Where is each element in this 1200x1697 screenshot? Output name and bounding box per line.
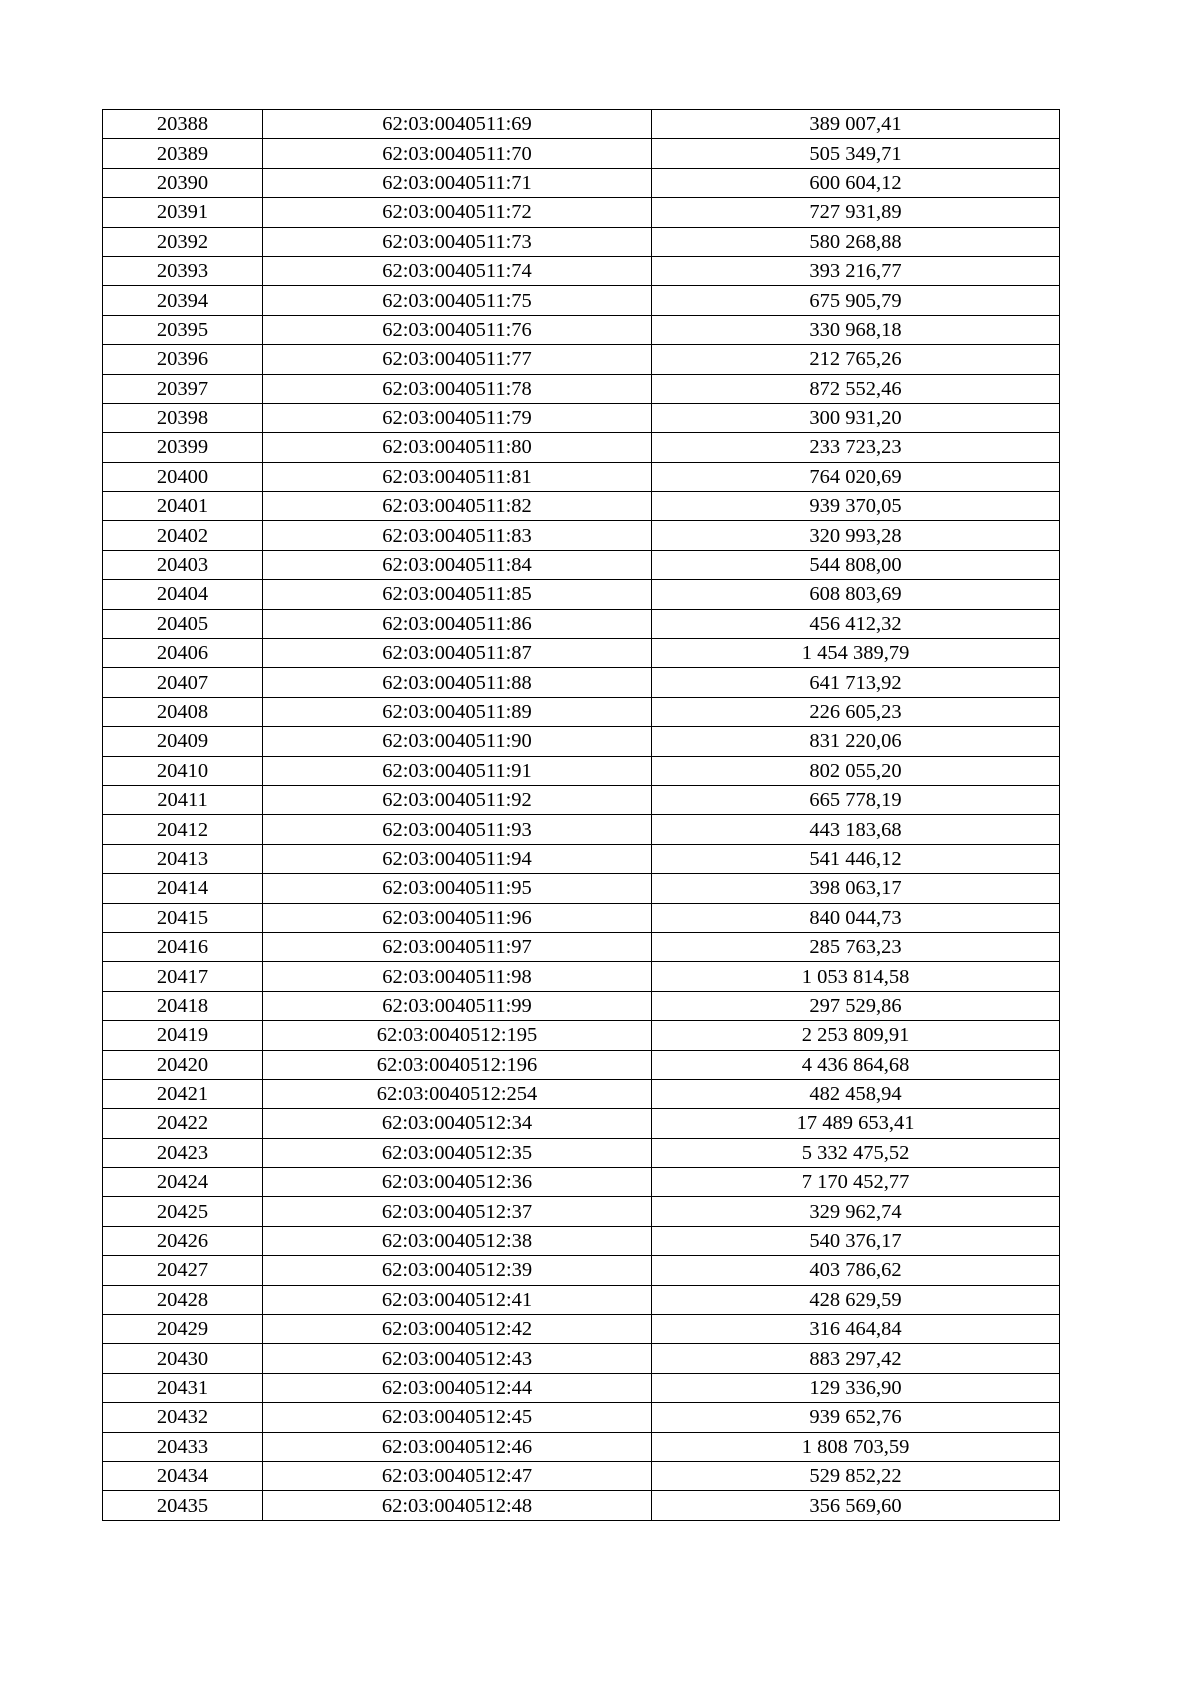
row-number-cell: 20434	[103, 1461, 263, 1490]
cadastral-number-cell: 62:03:0040512:37	[263, 1197, 652, 1226]
row-number-cell: 20412	[103, 815, 263, 844]
cadastral-number-cell: 62:03:0040512:196	[263, 1050, 652, 1079]
cadastral-value-cell: 641 713,92	[652, 668, 1060, 697]
row-number-cell: 20421	[103, 1079, 263, 1108]
row-number-cell: 20393	[103, 256, 263, 285]
row-number-cell: 20407	[103, 668, 263, 697]
cadastral-value-cell: 443 183,68	[652, 815, 1060, 844]
table-row	[103, 550, 1060, 579]
table-row	[103, 1491, 1060, 1520]
table-row	[103, 315, 1060, 344]
cadastral-number-cell: 62:03:0040511:82	[263, 492, 652, 521]
table-row	[103, 1461, 1060, 1490]
table-row	[103, 403, 1060, 432]
cadastral-value-cell: 297 529,86	[652, 991, 1060, 1020]
row-number-cell: 20423	[103, 1138, 263, 1167]
cadastral-value-cell: 233 723,23	[652, 433, 1060, 462]
cadastral-value-cell: 764 020,69	[652, 462, 1060, 491]
table-row	[103, 521, 1060, 550]
table-row	[103, 756, 1060, 785]
table-row	[103, 168, 1060, 197]
row-number-cell: 20424	[103, 1168, 263, 1197]
cadastral-number-cell: 62:03:0040511:90	[263, 727, 652, 756]
cadastral-number-cell: 62:03:0040511:78	[263, 374, 652, 403]
row-number-cell: 20390	[103, 168, 263, 197]
cadastral-number-cell: 62:03:0040511:71	[263, 168, 652, 197]
cadastral-number-cell: 62:03:0040512:36	[263, 1168, 652, 1197]
table-row	[103, 903, 1060, 932]
cadastral-number-cell: 62:03:0040512:46	[263, 1432, 652, 1461]
table-row	[103, 462, 1060, 491]
cadastral-value-cell: 17 489 653,41	[652, 1109, 1060, 1138]
cadastral-value-cell: 285 763,23	[652, 932, 1060, 961]
cadastral-value-cell: 330 968,18	[652, 315, 1060, 344]
row-number-cell: 20429	[103, 1315, 263, 1344]
cadastral-value-table	[102, 109, 1060, 1521]
row-number-cell: 20389	[103, 139, 263, 168]
row-number-cell: 20388	[103, 110, 263, 139]
cadastral-number-cell: 62:03:0040511:91	[263, 756, 652, 785]
table-row	[103, 1197, 1060, 1226]
table-row	[103, 580, 1060, 609]
cadastral-value-cell: 398 063,17	[652, 874, 1060, 903]
cadastral-number-cell: 62:03:0040512:195	[263, 1021, 652, 1050]
row-number-cell: 20395	[103, 315, 263, 344]
table-row	[103, 433, 1060, 462]
cadastral-value-cell: 7 170 452,77	[652, 1168, 1060, 1197]
cadastral-value-cell: 544 808,00	[652, 550, 1060, 579]
cadastral-number-cell: 62:03:0040511:89	[263, 697, 652, 726]
row-number-cell: 20422	[103, 1109, 263, 1138]
row-number-cell: 20396	[103, 345, 263, 374]
table-row	[103, 1256, 1060, 1285]
row-number-cell: 20418	[103, 991, 263, 1020]
row-number-cell: 20427	[103, 1256, 263, 1285]
cadastral-value-cell: 883 297,42	[652, 1344, 1060, 1373]
cadastral-number-cell: 62:03:0040511:83	[263, 521, 652, 550]
row-number-cell: 20415	[103, 903, 263, 932]
cadastral-number-cell: 62:03:0040511:88	[263, 668, 652, 697]
table-row	[103, 785, 1060, 814]
cadastral-value-cell: 540 376,17	[652, 1226, 1060, 1255]
cadastral-number-cell: 62:03:0040512:48	[263, 1491, 652, 1520]
cadastral-value-cell: 2 253 809,91	[652, 1021, 1060, 1050]
row-number-cell: 20404	[103, 580, 263, 609]
row-number-cell: 20402	[103, 521, 263, 550]
row-number-cell: 20428	[103, 1285, 263, 1314]
table-row	[103, 286, 1060, 315]
row-number-cell: 20426	[103, 1226, 263, 1255]
cadastral-number-cell: 62:03:0040511:73	[263, 227, 652, 256]
table-row	[103, 492, 1060, 521]
cadastral-value-cell: 356 569,60	[652, 1491, 1060, 1520]
cadastral-value-cell: 802 055,20	[652, 756, 1060, 785]
row-number-cell: 20401	[103, 492, 263, 521]
cadastral-number-cell: 62:03:0040511:84	[263, 550, 652, 579]
table-row	[103, 609, 1060, 638]
row-number-cell: 20408	[103, 697, 263, 726]
row-number-cell: 20430	[103, 1344, 263, 1373]
table-body	[103, 110, 1060, 1521]
table-row	[103, 139, 1060, 168]
cadastral-number-cell: 62:03:0040511:93	[263, 815, 652, 844]
row-number-cell: 20417	[103, 962, 263, 991]
cadastral-value-cell: 529 852,22	[652, 1461, 1060, 1490]
row-number-cell: 20403	[103, 550, 263, 579]
table-row	[103, 1138, 1060, 1167]
cadastral-value-cell: 320 993,28	[652, 521, 1060, 550]
table-row	[103, 1403, 1060, 1432]
row-number-cell: 20406	[103, 639, 263, 668]
row-number-cell: 20431	[103, 1373, 263, 1402]
row-number-cell: 20409	[103, 727, 263, 756]
table-row	[103, 1344, 1060, 1373]
cadastral-value-cell: 389 007,41	[652, 110, 1060, 139]
table-row	[103, 1432, 1060, 1461]
cadastral-number-cell: 62:03:0040511:86	[263, 609, 652, 638]
table-row	[103, 227, 1060, 256]
row-number-cell: 20435	[103, 1491, 263, 1520]
cadastral-value-cell: 580 268,88	[652, 227, 1060, 256]
row-number-cell: 20392	[103, 227, 263, 256]
row-number-cell: 20420	[103, 1050, 263, 1079]
table-row	[103, 1315, 1060, 1344]
cadastral-number-cell: 62:03:0040511:85	[263, 580, 652, 609]
cadastral-value-cell: 1 454 389,79	[652, 639, 1060, 668]
table-row	[103, 1079, 1060, 1108]
row-number-cell: 20405	[103, 609, 263, 638]
cadastral-value-cell: 872 552,46	[652, 374, 1060, 403]
table-row	[103, 874, 1060, 903]
cadastral-value-cell: 1 808 703,59	[652, 1432, 1060, 1461]
row-number-cell: 20411	[103, 785, 263, 814]
cadastral-number-cell: 62:03:0040511:75	[263, 286, 652, 315]
table-row	[103, 1226, 1060, 1255]
table-row	[103, 815, 1060, 844]
cadastral-number-cell: 62:03:0040511:96	[263, 903, 652, 932]
cadastral-number-cell: 62:03:0040511:81	[263, 462, 652, 491]
cadastral-value-cell: 840 044,73	[652, 903, 1060, 932]
cadastral-number-cell: 62:03:0040512:34	[263, 1109, 652, 1138]
cadastral-number-cell: 62:03:0040511:97	[263, 932, 652, 961]
cadastral-value-cell: 4 436 864,68	[652, 1050, 1060, 1079]
cadastral-number-cell: 62:03:0040512:254	[263, 1079, 652, 1108]
row-number-cell: 20413	[103, 844, 263, 873]
row-number-cell: 20425	[103, 1197, 263, 1226]
cadastral-value-cell: 675 905,79	[652, 286, 1060, 315]
cadastral-value-cell: 129 336,90	[652, 1373, 1060, 1402]
table-row	[103, 844, 1060, 873]
row-number-cell: 20419	[103, 1021, 263, 1050]
cadastral-value-cell: 541 446,12	[652, 844, 1060, 873]
table-row	[103, 256, 1060, 285]
table-row	[103, 198, 1060, 227]
row-number-cell: 20432	[103, 1403, 263, 1432]
row-number-cell: 20400	[103, 462, 263, 491]
cadastral-value-cell: 456 412,32	[652, 609, 1060, 638]
cadastral-number-cell: 62:03:0040511:94	[263, 844, 652, 873]
cadastral-number-cell: 62:03:0040511:69	[263, 110, 652, 139]
cadastral-number-cell: 62:03:0040512:45	[263, 1403, 652, 1432]
cadastral-number-cell: 62:03:0040511:72	[263, 198, 652, 227]
cadastral-number-cell: 62:03:0040511:99	[263, 991, 652, 1020]
cadastral-value-cell: 1 053 814,58	[652, 962, 1060, 991]
table-row	[103, 110, 1060, 139]
row-number-cell: 20414	[103, 874, 263, 903]
table-row	[103, 727, 1060, 756]
table-row	[103, 1109, 1060, 1138]
cadastral-number-cell: 62:03:0040512:43	[263, 1344, 652, 1373]
cadastral-number-cell: 62:03:0040511:92	[263, 785, 652, 814]
cadastral-number-cell: 62:03:0040511:98	[263, 962, 652, 991]
cadastral-value-cell: 300 931,20	[652, 403, 1060, 432]
row-number-cell: 20391	[103, 198, 263, 227]
cadastral-value-cell: 403 786,62	[652, 1256, 1060, 1285]
row-number-cell: 20416	[103, 932, 263, 961]
cadastral-value-cell: 939 370,05	[652, 492, 1060, 521]
cadastral-number-cell: 62:03:0040512:47	[263, 1461, 652, 1490]
row-number-cell: 20394	[103, 286, 263, 315]
table-row	[103, 1285, 1060, 1314]
table-row	[103, 962, 1060, 991]
cadastral-value-cell: 226 605,23	[652, 697, 1060, 726]
cadastral-value-cell: 608 803,69	[652, 580, 1060, 609]
table-row	[103, 991, 1060, 1020]
cadastral-number-cell: 62:03:0040512:42	[263, 1315, 652, 1344]
table-row	[103, 374, 1060, 403]
cadastral-value-cell: 329 962,74	[652, 1197, 1060, 1226]
table-row	[103, 345, 1060, 374]
cadastral-value-cell: 316 464,84	[652, 1315, 1060, 1344]
table-row	[103, 639, 1060, 668]
table-row	[103, 1050, 1060, 1079]
row-number-cell: 20399	[103, 433, 263, 462]
cadastral-number-cell: 62:03:0040511:95	[263, 874, 652, 903]
cadastral-value-cell: 600 604,12	[652, 168, 1060, 197]
table-row	[103, 1021, 1060, 1050]
cadastral-value-cell: 482 458,94	[652, 1079, 1060, 1108]
cadastral-number-cell: 62:03:0040511:74	[263, 256, 652, 285]
cadastral-number-cell: 62:03:0040511:77	[263, 345, 652, 374]
row-number-cell: 20410	[103, 756, 263, 785]
cadastral-value-cell: 5 332 475,52	[652, 1138, 1060, 1167]
cadastral-number-cell: 62:03:0040512:35	[263, 1138, 652, 1167]
cadastral-number-cell: 62:03:0040512:39	[263, 1256, 652, 1285]
cadastral-number-cell: 62:03:0040512:38	[263, 1226, 652, 1255]
row-number-cell: 20398	[103, 403, 263, 432]
cadastral-number-cell: 62:03:0040511:79	[263, 403, 652, 432]
cadastral-number-cell: 62:03:0040511:87	[263, 639, 652, 668]
cadastral-value-cell: 428 629,59	[652, 1285, 1060, 1314]
cadastral-value-cell: 393 216,77	[652, 256, 1060, 285]
table-row	[103, 1168, 1060, 1197]
table-row	[103, 932, 1060, 961]
table-row	[103, 668, 1060, 697]
cadastral-number-cell: 62:03:0040511:76	[263, 315, 652, 344]
cadastral-number-cell: 62:03:0040511:80	[263, 433, 652, 462]
cadastral-value-cell: 665 778,19	[652, 785, 1060, 814]
cadastral-value-cell: 212 765,26	[652, 345, 1060, 374]
row-number-cell: 20433	[103, 1432, 263, 1461]
cadastral-value-cell: 939 652,76	[652, 1403, 1060, 1432]
cadastral-number-cell: 62:03:0040512:44	[263, 1373, 652, 1402]
row-number-cell: 20397	[103, 374, 263, 403]
cadastral-number-cell: 62:03:0040511:70	[263, 139, 652, 168]
table-row	[103, 697, 1060, 726]
cadastral-value-cell: 505 349,71	[652, 139, 1060, 168]
cadastral-number-cell: 62:03:0040512:41	[263, 1285, 652, 1314]
cadastral-value-cell: 831 220,06	[652, 727, 1060, 756]
table-row	[103, 1373, 1060, 1402]
cadastral-value-cell: 727 931,89	[652, 198, 1060, 227]
